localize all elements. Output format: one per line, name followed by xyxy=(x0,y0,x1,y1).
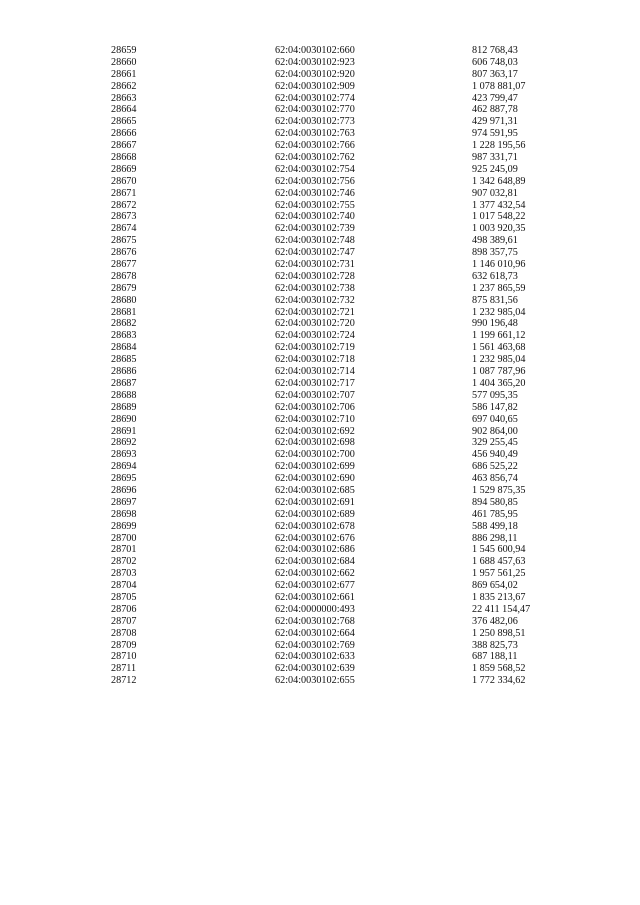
table-row xyxy=(0,640,640,652)
row-number: 28667 xyxy=(111,140,137,152)
value-amount: 498 389,61 xyxy=(472,235,518,247)
table-row xyxy=(0,628,640,640)
value-amount: 1 957 561,25 xyxy=(472,568,526,580)
table-row xyxy=(0,104,640,116)
cadastral-number: 62:04:0030102:718 xyxy=(275,354,355,366)
table-row xyxy=(0,437,640,449)
cadastral-number: 62:04:0030102:739 xyxy=(275,223,355,235)
table-row xyxy=(0,81,640,93)
row-number: 28687 xyxy=(111,377,137,389)
value-amount: 1 232 985,04 xyxy=(472,354,526,366)
table-row xyxy=(0,485,640,497)
row-number: 28680 xyxy=(111,294,137,306)
row-number: 28702 xyxy=(111,556,137,568)
cadastral-number: 62:04:0030102:923 xyxy=(275,56,355,68)
table-row xyxy=(0,651,640,663)
table-row xyxy=(0,521,640,533)
row-number: 28701 xyxy=(111,544,137,556)
cadastral-number: 62:04:0030102:746 xyxy=(275,187,355,199)
row-number: 28684 xyxy=(111,342,137,354)
cadastral-number: 62:04:0030102:770 xyxy=(275,104,355,116)
row-number: 28695 xyxy=(111,473,137,485)
table-row xyxy=(0,509,640,521)
cadastral-number: 62:04:0030102:719 xyxy=(275,342,355,354)
table-row xyxy=(0,57,640,69)
table-row xyxy=(0,235,640,247)
table-row xyxy=(0,295,640,307)
table-row xyxy=(0,283,640,295)
table-row xyxy=(0,164,640,176)
row-number: 28677 xyxy=(111,259,137,271)
table-row xyxy=(0,318,640,330)
row-number: 28707 xyxy=(111,615,137,627)
cadastral-number: 62:04:0030102:699 xyxy=(275,461,355,473)
row-number: 28688 xyxy=(111,389,137,401)
row-number: 28665 xyxy=(111,116,137,128)
cadastral-number: 62:04:0030102:662 xyxy=(275,568,355,580)
row-number: 28663 xyxy=(111,92,137,104)
value-amount: 1 529 875,35 xyxy=(472,484,526,496)
table-row xyxy=(0,45,640,57)
table-row xyxy=(0,176,640,188)
value-amount: 1 146 010,96 xyxy=(472,259,526,271)
value-amount: 687 188,11 xyxy=(472,651,518,663)
value-amount: 586 147,82 xyxy=(472,401,518,413)
cadastral-number: 62:04:0030102:721 xyxy=(275,306,355,318)
table-row xyxy=(0,449,640,461)
value-amount: 376 482,06 xyxy=(472,615,518,627)
table-row xyxy=(0,259,640,271)
value-amount: 1 688 457,63 xyxy=(472,556,526,568)
table-row xyxy=(0,188,640,200)
row-number: 28705 xyxy=(111,591,137,603)
value-amount: 686 525,22 xyxy=(472,461,518,473)
value-amount: 423 799,47 xyxy=(472,92,518,104)
row-number: 28674 xyxy=(111,223,137,235)
row-number: 28678 xyxy=(111,270,137,282)
cadastral-number: 62:04:0030102:769 xyxy=(275,639,355,651)
table-row xyxy=(0,247,640,259)
table-row xyxy=(0,378,640,390)
row-number: 28691 xyxy=(111,425,137,437)
value-amount: 461 785,95 xyxy=(472,508,518,520)
table-row xyxy=(0,616,640,628)
cadastral-number: 62:04:0030102:661 xyxy=(275,591,355,603)
value-amount: 429 971,31 xyxy=(472,116,518,128)
cadastral-number: 62:04:0030102:633 xyxy=(275,651,355,663)
value-amount: 1 859 568,52 xyxy=(472,663,526,675)
row-number: 28700 xyxy=(111,532,137,544)
value-amount: 987 331,71 xyxy=(472,152,518,164)
cadastral-number: 62:04:0030102:707 xyxy=(275,389,355,401)
cadastral-number: 62:04:0030102:677 xyxy=(275,580,355,592)
value-amount: 1 199 661,12 xyxy=(472,330,526,342)
row-number: 28686 xyxy=(111,366,137,378)
row-number: 28669 xyxy=(111,163,137,175)
cadastral-number: 62:04:0030102:755 xyxy=(275,199,355,211)
table-row xyxy=(0,556,640,568)
row-number: 28659 xyxy=(111,45,137,56)
table-row xyxy=(0,271,640,283)
cadastral-number: 62:04:0030102:762 xyxy=(275,152,355,164)
cadastral-number: 62:04:0030102:754 xyxy=(275,163,355,175)
cadastral-number: 62:04:0030102:774 xyxy=(275,92,355,104)
row-number: 28712 xyxy=(111,675,137,687)
cadastral-number: 62:04:0030102:920 xyxy=(275,68,355,80)
cadastral-number: 62:04:0030102:686 xyxy=(275,544,355,556)
table-row xyxy=(0,568,640,580)
value-amount: 990 196,48 xyxy=(472,318,518,330)
cadastral-number: 62:04:0030102:692 xyxy=(275,425,355,437)
cadastral-number: 62:04:0030102:738 xyxy=(275,282,355,294)
value-amount: 807 363,17 xyxy=(472,68,518,80)
table-row xyxy=(0,152,640,164)
cadastral-number: 62:04:0030102:698 xyxy=(275,437,355,449)
cadastral-number: 62:04:0030102:740 xyxy=(275,211,355,223)
value-amount: 1 545 600,94 xyxy=(472,544,526,556)
cadastral-number: 62:04:0030102:690 xyxy=(275,473,355,485)
cadastral-number: 62:04:0030102:684 xyxy=(275,556,355,568)
table-row xyxy=(0,473,640,485)
cadastral-number: 62:04:0030102:717 xyxy=(275,377,355,389)
cadastral-number: 62:04:0030102:714 xyxy=(275,366,355,378)
row-number: 28706 xyxy=(111,603,137,615)
cadastral-number: 62:04:0030102:706 xyxy=(275,401,355,413)
row-number: 28703 xyxy=(111,568,137,580)
value-amount: 1 017 548,22 xyxy=(472,211,526,223)
row-number: 28708 xyxy=(111,627,137,639)
value-amount: 974 591,95 xyxy=(472,128,518,140)
value-amount: 1 835 213,67 xyxy=(472,591,526,603)
row-number: 28690 xyxy=(111,413,137,425)
cadastral-number: 62:04:0030102:689 xyxy=(275,508,355,520)
cadastral-number: 62:04:0030102:685 xyxy=(275,484,355,496)
table-row xyxy=(0,592,640,604)
value-amount: 1 228 195,56 xyxy=(472,140,526,152)
cadastral-number: 62:04:0030102:766 xyxy=(275,140,355,152)
row-number: 28698 xyxy=(111,508,137,520)
row-number: 28676 xyxy=(111,247,137,259)
table-row xyxy=(0,354,640,366)
value-amount: 388 825,73 xyxy=(472,639,518,651)
cadastral-number: 62:04:0030102:748 xyxy=(275,235,355,247)
cadastral-number: 62:04:0030102:909 xyxy=(275,80,355,92)
row-number: 28694 xyxy=(111,461,137,473)
value-amount: 1 561 463,68 xyxy=(472,342,526,354)
cadastral-number: 62:04:0030102:728 xyxy=(275,270,355,282)
cadastral-number: 62:04:0000000:493 xyxy=(275,603,355,615)
row-number: 28711 xyxy=(111,663,137,675)
value-amount: 907 032,81 xyxy=(472,187,518,199)
table-row xyxy=(0,366,640,378)
table-row xyxy=(0,675,640,687)
value-amount: 22 411 154,47 xyxy=(472,603,531,615)
value-amount: 886 298,11 xyxy=(472,532,518,544)
cadastral-number: 62:04:0030102:700 xyxy=(275,449,355,461)
table-row xyxy=(0,461,640,473)
row-number: 28682 xyxy=(111,318,137,330)
row-number: 28679 xyxy=(111,282,137,294)
row-number: 28668 xyxy=(111,152,137,164)
value-amount: 456 940,49 xyxy=(472,449,518,461)
table-row xyxy=(0,497,640,509)
cadastral-number: 62:04:0030102:724 xyxy=(275,330,355,342)
value-amount: 1 250 898,51 xyxy=(472,627,526,639)
cadastral-number: 62:04:0030102:773 xyxy=(275,116,355,128)
row-number: 28710 xyxy=(111,651,137,663)
value-amount: 577 095,35 xyxy=(472,389,518,401)
table-row xyxy=(0,128,640,140)
value-amount: 462 887,78 xyxy=(472,104,518,116)
table-row xyxy=(0,211,640,223)
value-amount: 898 357,75 xyxy=(472,247,518,259)
value-amount: 463 856,74 xyxy=(472,473,518,485)
table-row xyxy=(0,223,640,235)
value-amount: 894 580,85 xyxy=(472,496,518,508)
cadastral-number: 62:04:0030102:756 xyxy=(275,175,355,187)
table-row xyxy=(0,307,640,319)
value-amount: 588 499,18 xyxy=(472,520,518,532)
table-row xyxy=(0,200,640,212)
row-number: 28672 xyxy=(111,199,137,211)
row-number: 28664 xyxy=(111,104,137,116)
value-amount: 1 772 334,62 xyxy=(472,675,526,687)
row-number: 28660 xyxy=(111,56,137,68)
data-table xyxy=(0,45,640,687)
row-number: 28709 xyxy=(111,639,137,651)
value-amount: 869 654,02 xyxy=(472,580,518,592)
table-row xyxy=(0,330,640,342)
row-number: 28697 xyxy=(111,496,137,508)
table-row xyxy=(0,116,640,128)
cadastral-number: 62:04:0030102:678 xyxy=(275,520,355,532)
value-amount: 1 232 985,04 xyxy=(472,306,526,318)
value-amount: 1 377 432,54 xyxy=(472,199,526,211)
cadastral-number: 62:04:0030102:763 xyxy=(275,128,355,140)
table-row xyxy=(0,93,640,105)
row-number: 28689 xyxy=(111,401,137,413)
row-number: 28666 xyxy=(111,128,137,140)
cadastral-number: 62:04:0030102:691 xyxy=(275,496,355,508)
cadastral-number: 62:04:0030102:676 xyxy=(275,532,355,544)
row-number: 28675 xyxy=(111,235,137,247)
row-number: 28704 xyxy=(111,580,137,592)
row-number: 28696 xyxy=(111,484,137,496)
table-row xyxy=(0,140,640,152)
row-number: 28673 xyxy=(111,211,137,223)
cadastral-number: 62:04:0030102:720 xyxy=(275,318,355,330)
row-number: 28681 xyxy=(111,306,137,318)
cadastral-number: 62:04:0030102:732 xyxy=(275,294,355,306)
table-row xyxy=(0,426,640,438)
row-number: 28670 xyxy=(111,175,137,187)
value-amount: 812 768,43 xyxy=(472,45,518,56)
value-amount: 875 831,56 xyxy=(472,294,518,306)
table-row xyxy=(0,414,640,426)
value-amount: 1 078 881,07 xyxy=(472,80,526,92)
row-number: 28685 xyxy=(111,354,137,366)
cadastral-number: 62:04:0030102:768 xyxy=(275,615,355,627)
table-row xyxy=(0,580,640,592)
cadastral-number: 62:04:0030102:660 xyxy=(275,45,355,56)
cadastral-number: 62:04:0030102:710 xyxy=(275,413,355,425)
value-amount: 697 040,65 xyxy=(472,413,518,425)
value-amount: 1 404 365,20 xyxy=(472,377,526,389)
value-amount: 1 003 920,35 xyxy=(472,223,526,235)
value-amount: 925 245,09 xyxy=(472,163,518,175)
cadastral-number: 62:04:0030102:655 xyxy=(275,675,355,687)
row-number: 28692 xyxy=(111,437,137,449)
cadastral-number: 62:04:0030102:731 xyxy=(275,259,355,271)
cadastral-number: 62:04:0030102:639 xyxy=(275,663,355,675)
table-row xyxy=(0,533,640,545)
cadastral-number: 62:04:0030102:747 xyxy=(275,247,355,259)
row-number: 28661 xyxy=(111,68,137,80)
value-amount: 329 255,45 xyxy=(472,437,518,449)
table-row xyxy=(0,69,640,81)
value-amount: 632 618,73 xyxy=(472,270,518,282)
row-number: 28693 xyxy=(111,449,137,461)
row-number: 28662 xyxy=(111,80,137,92)
value-amount: 1 342 648,89 xyxy=(472,175,526,187)
value-amount: 902 864,00 xyxy=(472,425,518,437)
value-amount: 1 087 787,96 xyxy=(472,366,526,378)
row-number: 28671 xyxy=(111,187,137,199)
table-row xyxy=(0,663,640,675)
table-row xyxy=(0,604,640,616)
value-amount: 1 237 865,59 xyxy=(472,282,526,294)
table-row xyxy=(0,544,640,556)
value-amount: 606 748,03 xyxy=(472,56,518,68)
row-number: 28699 xyxy=(111,520,137,532)
row-number: 28683 xyxy=(111,330,137,342)
table-row xyxy=(0,402,640,414)
cadastral-number: 62:04:0030102:664 xyxy=(275,627,355,639)
table-row xyxy=(0,390,640,402)
table-row xyxy=(0,342,640,354)
